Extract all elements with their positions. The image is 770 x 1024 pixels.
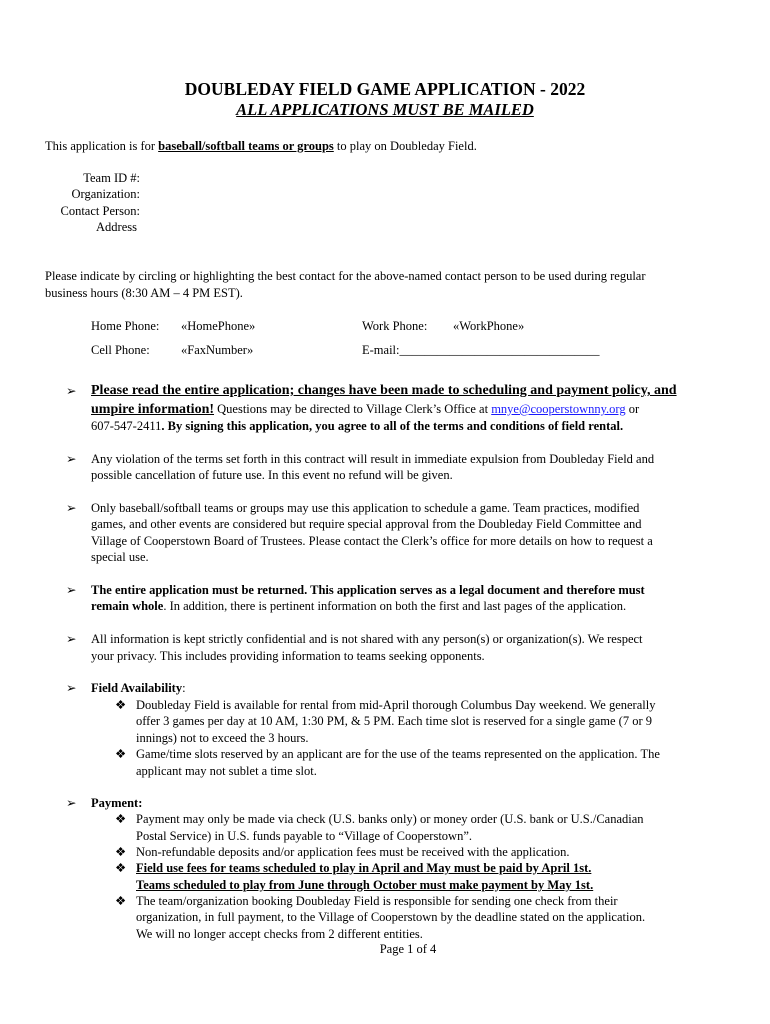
b7-s1-line2: Postal Service) in U.S. funds payable to “Village of Cooperstown”. [136,829,472,843]
b4-line2: remain whole. In addition, there is pertinent information on both the first and last pages of the application. [91,599,627,613]
arrow-bullet-icon: ➢ [66,796,77,810]
arrow-bullet-icon: ➢ [66,452,77,466]
b5-line2: your privacy. This includes providing information to teams seeking opponents. [91,649,485,663]
work-phone-label: Work Phone: [362,319,428,333]
b6-s1-line3: innings) not to exceed the 3 hours. [136,731,309,745]
b3-line2: games, and other events are considered but require special approval from the Doubleday Field Committee and [91,517,642,531]
work-phone-value: «WorkPhone» [453,319,525,333]
arrow-bullet-icon: ➢ [66,384,77,398]
page-title: DOUBLEDAY FIELD GAME APPLICATION - 2022 [184,79,586,99]
b1-line2: umpire information! Questions may be directed to Village Clerk’s Office at mnye@cooperstownny.org or [91,402,640,417]
diamond-bullet-icon: ❖ [115,698,127,712]
b1-line3: 607-547-2411. By signing this application, you agree to all of the terms and conditions of field rental. [91,419,624,433]
b7-s1-line1: Payment may only be made via check (U.S. banks only) or money order (U.S. bank or U.S./Canadian [136,812,644,826]
b7-heading: Payment: [91,796,143,810]
b7-s3-line1: Field use fees for teams scheduled to play in April and May must be paid by April 1st. [136,861,592,875]
clerk-email-link[interactable]: mnye@cooperstownny.org [491,402,626,416]
b7-s4-line3: We will no longer accept checks from 2 different entities. [136,927,423,941]
page-subtitle: ALL APPLICATIONS MUST BE MAILED [236,100,534,119]
cell-phone-value: «FaxNumber» [181,343,254,357]
b4-bold-line1: The entire application must be returned. This application serves as a legal document and therefore must [91,583,645,597]
arrow-bullet-icon: ➢ [66,583,77,597]
b7-s4-line2: organization, in full payment, to the Village of Cooperstown by the deadline stated on the application. [136,910,646,924]
contact-person-label: Contact Person: [60,204,140,218]
b3-line3: Village of Cooperstown Board of Trustees. Please contact the Clerk’s office for more details on how to request a [91,534,653,548]
contact-note-line2: business hours (8:30 AM – 4 PM EST). [45,286,243,300]
b6-s1-line1: Doubleday Field is available for rental from mid-April thorough Columbus Day weekend. We generally [136,698,656,712]
arrow-bullet-icon: ➢ [66,681,77,695]
intro-text: This application is for baseball/softball teams or groups to play on Doubleday Field. [45,139,477,153]
diamond-bullet-icon: ❖ [115,861,127,875]
b3-line1: Only baseball/softball teams or groups may use this application to schedule a game. Team practices, modified [91,501,640,515]
b7-s3-line2: Teams scheduled to play from June through October must make payment by May 1st. [136,878,594,892]
arrow-bullet-icon: ➢ [66,501,77,515]
diamond-bullet-icon: ❖ [115,894,127,908]
diamond-bullet-icon: ❖ [115,747,127,761]
page-footer: Page 1 of 4 [379,942,437,956]
b1-bold-line1: Please read the entire application; changes have been made to scheduling and payment policy, and [91,383,677,398]
cell-phone-label: Cell Phone: [91,343,150,357]
b6-s1-line2: offer 3 games per day at 10 AM, 1:30 PM, & 5 PM. Each time slot is reserved for a single game (7 or 9 [136,714,652,728]
diamond-bullet-icon: ❖ [115,845,127,859]
b6-heading: Field Availability: [91,681,186,695]
contact-note-line1: Please indicate by circling or highlighting the best contact for the above-named contact person to be used during regular [45,269,646,283]
b2-line2: possible cancellation of future use. In this event no refund will be given. [91,468,453,482]
home-phone-label: Home Phone: [91,319,160,333]
b5-line1: All information is kept strictly confidential and is not shared with any person(s) or organization(s). We respect [91,632,643,646]
arrow-bullet-icon: ➢ [66,632,77,646]
diamond-bullet-icon: ❖ [115,812,127,826]
home-phone-value: «HomePhone» [181,319,256,333]
b6-s2-line1: Game/time slots reserved by an applicant are for the use of the teams represented on the application. The [136,747,660,761]
intro-emphasis: baseball/softball teams or groups [158,139,334,153]
b7-s4-line1: The team/organization booking Doubleday Field is responsible for sending one check from their [136,894,618,908]
b2-line1: Any violation of the terms set forth in this contract will result in immediate expulsion from Doubleday Field and [91,452,655,466]
b3-line4: special use. [91,550,149,564]
b6-s2-line2: applicant may not sublet a time slot. [136,764,317,778]
address-label: Address [96,220,137,234]
email-field: E-mail:________________________________ [362,343,600,357]
organization-label: Organization: [71,187,140,201]
team-id-label: Team ID #: [83,171,140,185]
b7-s2-line1: Non-refundable deposits and/or application fees must be received with the application. [136,845,570,859]
